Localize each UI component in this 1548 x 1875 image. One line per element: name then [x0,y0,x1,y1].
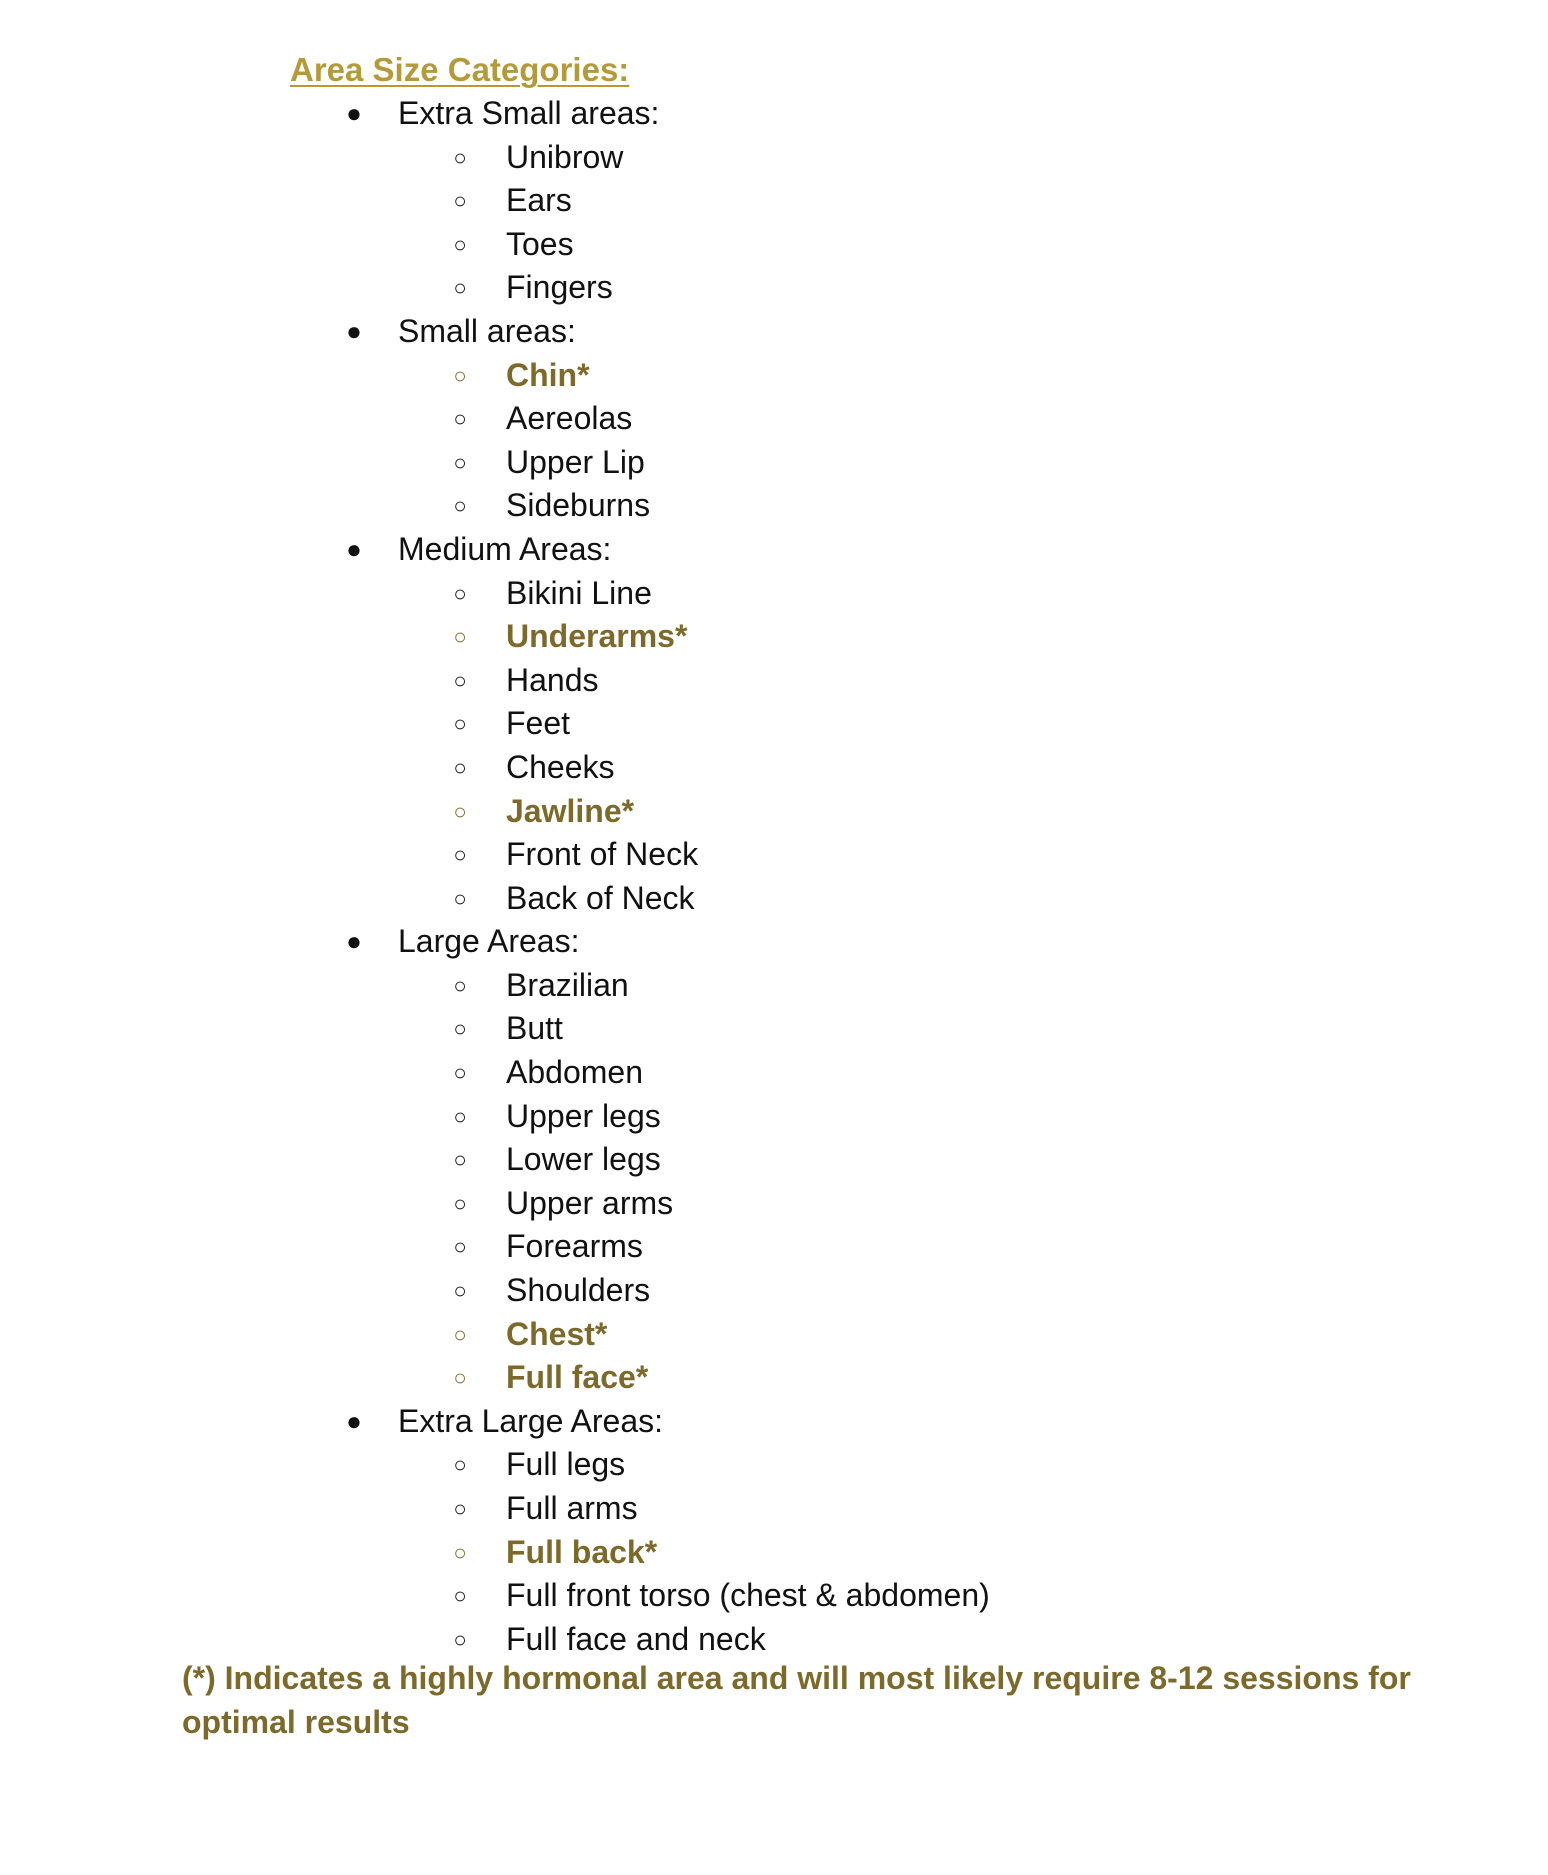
hollow-bullet-icon: ○ [453,711,467,737]
category-row [0,92,1548,136]
hollow-bullet-icon: ○ [453,1016,467,1042]
hollow-bullet-icon: ○ [453,1278,467,1304]
area-item-chin [0,354,1548,398]
filled-bullet-icon: ● [346,1405,362,1436]
area-item-label: Unibrow [506,138,624,175]
category-row [0,528,1548,572]
area-item-full-legs [0,1443,1548,1487]
area-item-ears [0,179,1548,223]
area-item-label: Back of Neck [506,879,695,916]
area-item-label: Full face and neck [506,1620,766,1657]
hollow-bullet-icon: ○ [453,1496,467,1521]
hollow-bullet-icon: ○ [453,406,467,432]
area-item-back-of-neck [0,877,1548,921]
area-item-label: Aereolas [506,400,633,437]
area-item-label: Ears [506,182,572,219]
area-item-label: Abdomen [506,1054,643,1091]
hormonal-footnote: (*) Indicates a highly hormonal area and will most likely require 8-12 sessions for optimal results [182,1660,1411,1740]
area-item-label: Front of Neck [506,836,699,873]
area-item-upper-arms [0,1182,1548,1226]
area-item-hands [0,659,1548,703]
hollow-bullet-icon: ○ [453,275,467,301]
category-large-areas [0,920,1548,1400]
area-item-jawline [0,790,1548,834]
area-category-list [0,92,1548,1661]
area-item-label: Bikini Line [506,574,652,611]
area-item-abdomen [0,1051,1548,1095]
hollow-bullet-icon: ○ [453,842,467,868]
area-item-full-back [0,1531,1548,1575]
area-item-label: Lower legs [506,1141,661,1178]
hollow-bullet-icon: ○ [453,1147,467,1173]
hollow-bullet-icon: ○ [453,1321,467,1347]
area-item-underarms [0,615,1548,659]
hollow-bullet-icon: ○ [453,1539,467,1565]
hollow-bullet-icon: ○ [453,231,467,257]
hollow-bullet-icon: ○ [453,1060,467,1086]
area-item-cheeks [0,746,1548,790]
category-row [0,310,1548,354]
area-item-upper-lip [0,441,1548,485]
area-item-aereolas [0,397,1548,441]
area-item-upper-legs [0,1095,1548,1139]
category-label: Extra Large Areas: [398,1402,664,1439]
hollow-bullet-icon: ○ [453,1234,467,1260]
area-item-full-arms [0,1487,1548,1531]
filled-bullet-icon: ● [346,533,362,564]
category-label: Medium Areas: [398,530,612,567]
area-item-list [0,136,1548,310]
hollow-bullet-icon: ○ [453,798,467,824]
area-item-label: Chin* [506,356,590,393]
area-item-sideburns [0,484,1548,528]
area-item-list [0,572,1548,921]
category-row [0,920,1548,964]
hollow-bullet-icon: ○ [453,754,467,780]
hollow-bullet-icon: ○ [453,493,467,519]
category-label: Extra Small areas: [398,95,660,131]
category-extra-small-areas [0,92,1548,310]
area-item-label: Full front torso (chest & abdomen) [506,1577,990,1614]
area-item-list [0,964,1548,1400]
area-item-label: Sideburns [506,487,651,524]
area-item-lower-legs [0,1138,1548,1182]
filled-bullet-icon: ● [346,315,362,346]
area-item-shoulders [0,1269,1548,1313]
area-item-bikini-line [0,572,1548,616]
section-heading: Area Size Categories: [290,51,630,88]
area-item-label: Hands [506,661,599,698]
area-item-label: Fingers [506,269,613,306]
area-item-full-face [0,1356,1548,1400]
area-item-label: Chest* [506,1315,608,1352]
area-item-feet [0,702,1548,746]
category-medium-areas [0,528,1548,920]
area-item-label: Full arms [506,1490,638,1526]
hollow-bullet-icon: ○ [453,1626,467,1652]
area-item-label: Toes [506,225,574,262]
area-item-front-of-neck [0,833,1548,877]
hollow-bullet-icon: ○ [453,1583,467,1609]
hollow-bullet-icon: ○ [453,1103,467,1129]
hollow-bullet-icon: ○ [453,885,467,911]
area-item-list [0,1443,1548,1661]
area-item-label: Full legs [506,1446,626,1483]
category-label: Large Areas: [398,923,580,960]
hollow-bullet-icon: ○ [453,1452,467,1478]
hollow-bullet-icon: ○ [453,449,467,475]
area-item-label: Butt [506,1010,563,1047]
filled-bullet-icon: ● [346,926,362,957]
area-item-label: Full face* [506,1359,649,1396]
hollow-bullet-icon: ○ [453,144,467,170]
area-item-fingers [0,266,1548,310]
area-item-label: Upper arms [506,1184,674,1221]
area-item-label: Full back* [506,1533,658,1570]
area-item-label: Feet [506,705,571,742]
area-item-butt [0,1007,1548,1051]
area-item-chest [0,1313,1548,1357]
filled-bullet-icon: ● [346,98,362,128]
hollow-bullet-icon: ○ [453,972,467,998]
area-item-forearms [0,1225,1548,1269]
area-item-label: Brazilian [506,966,629,1003]
hollow-bullet-icon: ○ [453,188,467,214]
area-item-label: Underarms* [506,618,688,655]
area-item-toes [0,223,1548,267]
area-item-unibrow [0,136,1548,180]
hollow-bullet-icon: ○ [453,1365,467,1391]
hollow-bullet-icon: ○ [453,1190,467,1216]
area-item-label: Upper Lip [506,443,645,480]
hollow-bullet-icon: ○ [453,624,467,650]
area-item-label: Forearms [506,1228,643,1265]
area-item-label: Cheeks [506,748,615,785]
hollow-bullet-icon: ○ [453,667,467,693]
area-item-label: Jawline* [506,792,635,829]
area-item-label: Upper legs [506,1097,661,1134]
area-item-full-front-torso-chest-abdomen [0,1574,1548,1618]
category-row [0,1400,1548,1444]
area-item-list [0,354,1548,528]
category-label: Small areas: [398,312,576,349]
category-small-areas [0,310,1548,528]
hollow-bullet-icon: ○ [453,580,467,606]
hollow-bullet-icon: ○ [453,362,467,388]
area-item-brazilian [0,964,1548,1008]
category-extra-large-areas [0,1400,1548,1662]
area-item-full-face-and-neck [0,1618,1548,1662]
area-item-label: Shoulders [506,1272,651,1309]
